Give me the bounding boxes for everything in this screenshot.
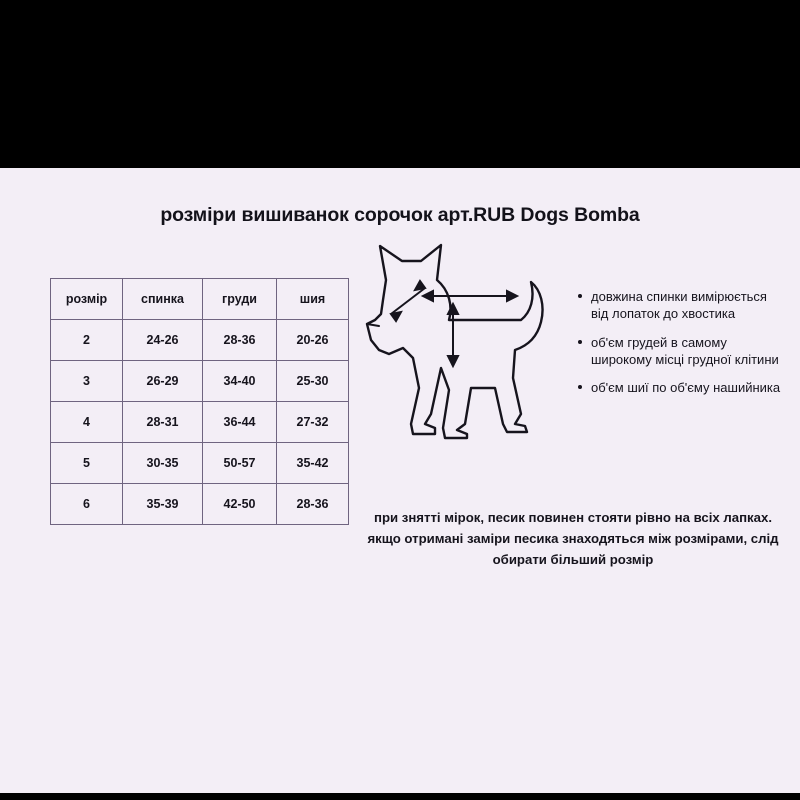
cell-back: 35-39 — [123, 484, 203, 525]
cell-chest: 36-44 — [203, 402, 277, 443]
size-chart-panel — [0, 168, 800, 793]
cell-neck: 25-30 — [277, 361, 349, 402]
cell-chest: 50-57 — [203, 443, 277, 484]
cell-chest: 28-36 — [203, 320, 277, 361]
cell-back: 24-26 — [123, 320, 203, 361]
cell-back: 30-35 — [123, 443, 203, 484]
neck-girth-arrow — [391, 281, 425, 321]
column-header-chest: груди — [203, 279, 277, 320]
cell-chest: 34-40 — [203, 361, 277, 402]
cell-size: 2 — [51, 320, 123, 361]
list-item: об'єм грудей в самому широкому місці грудної клітини — [578, 334, 786, 369]
table-row — [51, 320, 349, 361]
back-length-arrow — [423, 291, 517, 301]
cell-chest: 42-50 — [203, 484, 277, 525]
chest-girth-arrow — [448, 304, 458, 366]
measurement-instructions-list — [578, 288, 786, 407]
cell-back: 28-31 — [123, 402, 203, 443]
cell-size: 5 — [51, 443, 123, 484]
cell-size: 3 — [51, 361, 123, 402]
table-row — [51, 361, 349, 402]
cell-size: 4 — [51, 402, 123, 443]
dog-measurement-diagram — [345, 228, 580, 478]
cell-neck: 20-26 — [277, 320, 349, 361]
column-header-size: розмір — [51, 279, 123, 320]
list-item: довжина спинки вимірюється від лопаток до хвостика — [578, 288, 786, 323]
measurement-note: при знятті мірок, песик повинен стояти рівно на всіх лапках. якщо отримані заміри песика знаходяться між розмірами, слід обирати більший розмір — [367, 510, 779, 567]
cell-neck: 28-36 — [277, 484, 349, 525]
list-item: об'єм шиї по об'єму нашийника — [578, 379, 786, 396]
table-row — [51, 402, 349, 443]
table-row — [51, 484, 349, 525]
column-header-neck: шия — [277, 279, 349, 320]
table-row — [51, 443, 349, 484]
column-header-back: спинка — [123, 279, 203, 320]
table-header-row — [51, 279, 349, 320]
size-table — [50, 278, 349, 525]
page-title: розміри вишиванок сорочок арт.RUB Dogs Bomba — [160, 204, 640, 226]
cell-neck: 27-32 — [277, 402, 349, 443]
cell-size: 6 — [51, 484, 123, 525]
cell-neck: 35-42 — [277, 443, 349, 484]
cell-back: 26-29 — [123, 361, 203, 402]
